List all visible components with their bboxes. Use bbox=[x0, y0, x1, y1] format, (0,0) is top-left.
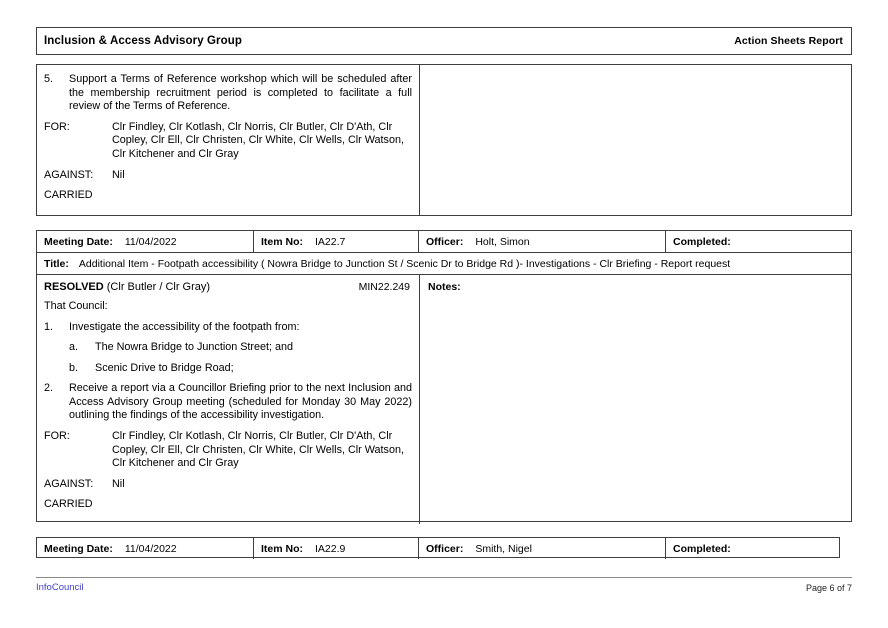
officer-label: Officer: bbox=[426, 542, 464, 555]
resolved-movers: (Clr Butler / Clr Gray) bbox=[106, 281, 211, 293]
against-row bbox=[44, 169, 412, 183]
sub-item-text: The Nowra Bridge to Junction Street; and bbox=[95, 341, 294, 354]
item-no-value: IA22.7 bbox=[315, 235, 346, 248]
item-no-value: IA22.9 bbox=[315, 542, 346, 555]
footer-divider bbox=[36, 577, 852, 578]
minute-reference: MIN22.249 bbox=[358, 281, 410, 293]
record-meta-row bbox=[37, 538, 839, 559]
meeting-date-value: 11/04/2022 bbox=[124, 235, 177, 248]
continued-resolution-content bbox=[37, 65, 420, 203]
group-title: Inclusion & Access Advisory Group bbox=[44, 35, 242, 47]
resolved-header bbox=[44, 281, 412, 293]
sub-item-text: Scenic Drive to Bridge Road; bbox=[95, 361, 234, 374]
for-row bbox=[44, 430, 412, 471]
sub-item bbox=[44, 362, 412, 376]
report-title: Action Sheets Report bbox=[734, 35, 843, 47]
officer-value: Smith, Nigel bbox=[475, 542, 532, 555]
item-no-cell bbox=[254, 538, 419, 559]
meeting-date-value: 11/04/2022 bbox=[124, 542, 177, 555]
officer-cell bbox=[419, 231, 666, 252]
meeting-date-cell bbox=[37, 231, 254, 252]
resolved-heading bbox=[44, 281, 210, 293]
officer-cell bbox=[419, 538, 666, 559]
for-value: Clr Findley, Clr Kotlash, Clr Norris, Clr Butler, Clr D'Ath, Clr Copley, Clr Ell, Clr Christen, Clr White, Clr Wells, Clr Watson, Clr Kitchener and Clr Gray bbox=[112, 120, 404, 160]
against-value: Nil bbox=[112, 477, 125, 490]
against-row bbox=[44, 478, 412, 492]
outcome-text: CARRIED bbox=[44, 498, 93, 511]
for-row bbox=[44, 121, 412, 162]
item-text: Support a Terms of Reference workshop which will be scheduled after the membership recruitment period is completed to facilitate a full review of the Terms of Reference. bbox=[69, 73, 412, 113]
sub-item-marker: a. bbox=[69, 341, 79, 354]
action-record-block bbox=[36, 230, 852, 522]
completed-cell bbox=[666, 231, 851, 252]
page-footer bbox=[36, 582, 852, 593]
item-no-cell bbox=[254, 231, 419, 252]
title-value: Additional Item - Footpath accessibility ( Nowra Bridge to Junction St / Scenic Dr to Bridge Rd )- Investigations - Clr Briefing - Report request bbox=[78, 257, 731, 270]
item-marker: 1. bbox=[44, 320, 54, 333]
notes-label: Notes: bbox=[428, 281, 461, 293]
for-value: Clr Findley, Clr Kotlash, Clr Norris, Clr Butler, Clr D'Ath, Clr Copley, Clr Ell, Clr Christen, Clr White, Clr Wells, Clr Watson, Clr Kitchener and Clr Gray bbox=[112, 430, 404, 470]
continued-resolution-block bbox=[36, 64, 852, 216]
against-label: AGAINST: bbox=[44, 477, 94, 490]
item-marker: 2. bbox=[44, 382, 54, 395]
officer-value: Holt, Simon bbox=[475, 235, 530, 248]
next-action-record-block bbox=[36, 537, 840, 558]
numbered-item bbox=[44, 321, 412, 335]
title-label: Title: bbox=[44, 257, 69, 270]
meeting-date-label: Meeting Date: bbox=[44, 542, 113, 555]
for-label: FOR: bbox=[44, 120, 70, 133]
record-meta-row bbox=[37, 231, 851, 253]
infocouncil-link[interactable]: InfoCouncil bbox=[36, 582, 84, 593]
page-number: Page 6 of 7 bbox=[805, 582, 852, 593]
completed-label: Completed: bbox=[673, 235, 731, 248]
item-marker: 5. bbox=[44, 73, 54, 85]
record-body bbox=[37, 275, 851, 524]
notes-column bbox=[420, 275, 851, 293]
item-text: Investigate the accessibility of the footpath from: bbox=[69, 320, 300, 333]
resolved-label: RESOLVED bbox=[44, 281, 104, 293]
sub-item-marker: b. bbox=[69, 361, 79, 374]
officer-label: Officer: bbox=[426, 235, 464, 248]
report-header bbox=[36, 27, 852, 55]
item-no-label: Item No: bbox=[261, 235, 303, 248]
numbered-item bbox=[44, 73, 412, 114]
item-text: Receive a report via a Councillor Briefing prior to the next Inclusion and Access Advisory Group meeting (scheduled for Monday 30 May 2022) outlining the findings of the accessibility investigation. bbox=[69, 382, 412, 422]
against-value: Nil bbox=[112, 168, 125, 181]
meeting-date-cell bbox=[37, 538, 254, 559]
sub-item bbox=[44, 341, 412, 355]
outcome-text: CARRIED bbox=[44, 189, 93, 202]
item-no-label: Item No: bbox=[261, 542, 303, 555]
meeting-date-label: Meeting Date: bbox=[44, 235, 113, 248]
for-label: FOR: bbox=[44, 430, 70, 443]
against-label: AGAINST: bbox=[44, 168, 94, 181]
resolution-preamble: That Council: bbox=[44, 300, 108, 312]
completed-label: Completed: bbox=[673, 542, 731, 555]
record-title-row bbox=[37, 253, 851, 275]
completed-cell bbox=[666, 538, 839, 559]
resolution-column bbox=[37, 275, 420, 519]
numbered-item bbox=[44, 382, 412, 423]
